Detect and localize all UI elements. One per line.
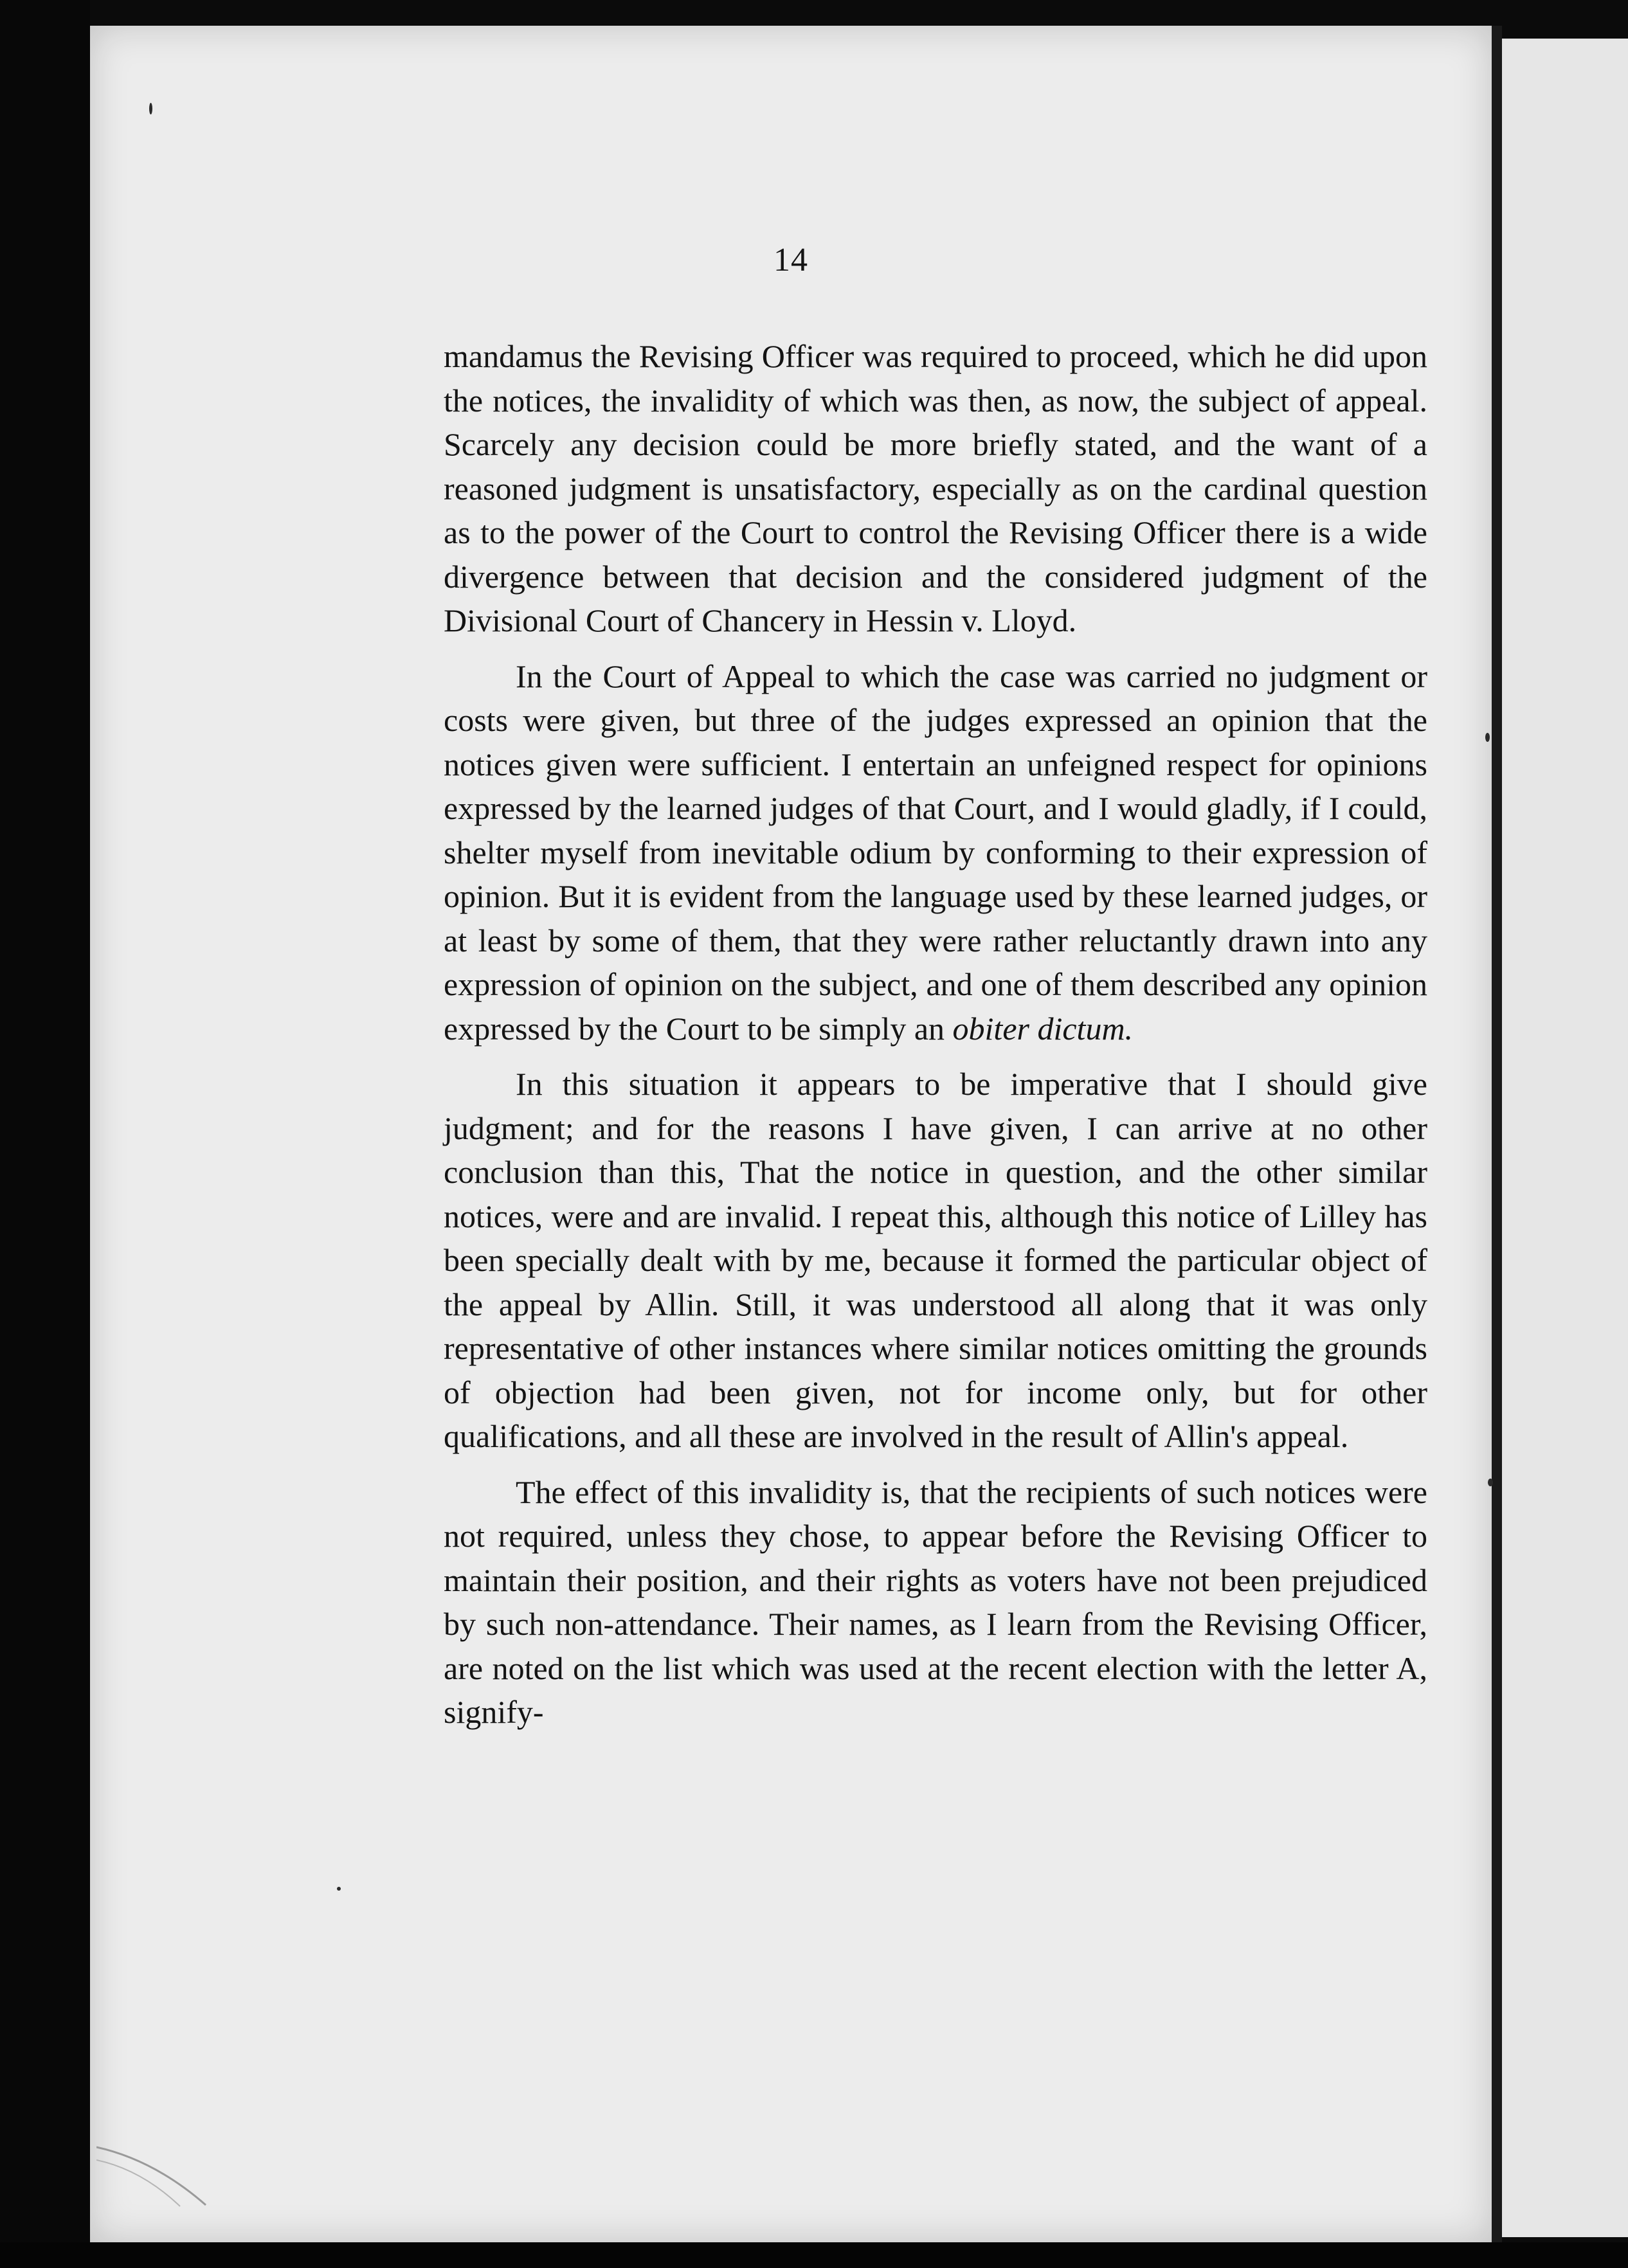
italic-text: obiter dictum. <box>952 1010 1134 1047</box>
page-number: 14 <box>773 242 808 278</box>
scan-speck <box>337 1887 341 1891</box>
paragraph <box>444 334 1427 643</box>
body-text <box>444 334 1427 1746</box>
paragraph <box>444 1470 1427 1734</box>
page-corner-curl <box>96 2134 251 2211</box>
facing-page-edge <box>1502 39 1628 2237</box>
scan-speck <box>149 103 152 114</box>
paragraph <box>444 1062 1427 1459</box>
scan-speck <box>1485 733 1490 742</box>
scan-speck <box>1488 1479 1493 1486</box>
scan-border-left <box>0 0 90 2268</box>
paragraph-text: In this situation it appears to be imperative that I should give judgment; and for the reasons I have given, I can arrive at no other conclusion than this, That the notice in question, and the other similar notices, were and are invalid. I repeat this, although this notice of Lilley has been specially dealt with by me, because it formed the particular object of the appeal by Allin. Still, it was understood all along that it was only representative of other instances where similar notices omitting the grounds of objection had been given, not for income only, but for other qualifications, and all these are involved in the result of Allin's appeal. <box>444 1066 1427 1454</box>
paragraph-text: mandamus the Revising Officer was required to proceed, which he did upon the notices, the invalidity of which was then, as now, the subject of appeal. Scarcely any decision could be more briefly stated, and the want of a reasoned judgment is unsatisfactory, especially as on the cardinal question as to the power of the Court to control the Revising Officer there is a wide divergence between that decision and the considered judgment of the Divisional Court of Chancery in Hessin v. Lloyd. <box>444 338 1427 638</box>
page-gutter-edge <box>1492 26 1502 2242</box>
paragraph-text: In the Court of Appeal to which the case was carried no judgment or costs were given, but three of the judges expressed an opinion that the notices given were sufficient. I entertain an unfeigned respect for opinions expressed by the learned judges of that Court, and I would gladly, if I could, shelter myself from inevitable odium by conforming to their expression of opinion. But it is evident from the language used by these learned judges, or at least by some of them, that they were rather reluctantly drawn into any expression of opinion on the subject, and one of them described any opinion expressed by the Court to be simply an <box>444 658 1427 1047</box>
scan-border-bottom <box>0 2242 1628 2268</box>
document-page <box>90 26 1492 2242</box>
paragraph-text: The effect of this invalidity is, that the recipients of such notices were not required, unless they chose, to appear before the Revising Officer to maintain their position, and their rights as voters have not been prejudiced by such non-attendance. Their names, as I learn from the Revising Officer, are noted on the list which was used at the recent election with the letter A, signify- <box>444 1473 1427 1730</box>
paragraph <box>444 654 1427 1051</box>
